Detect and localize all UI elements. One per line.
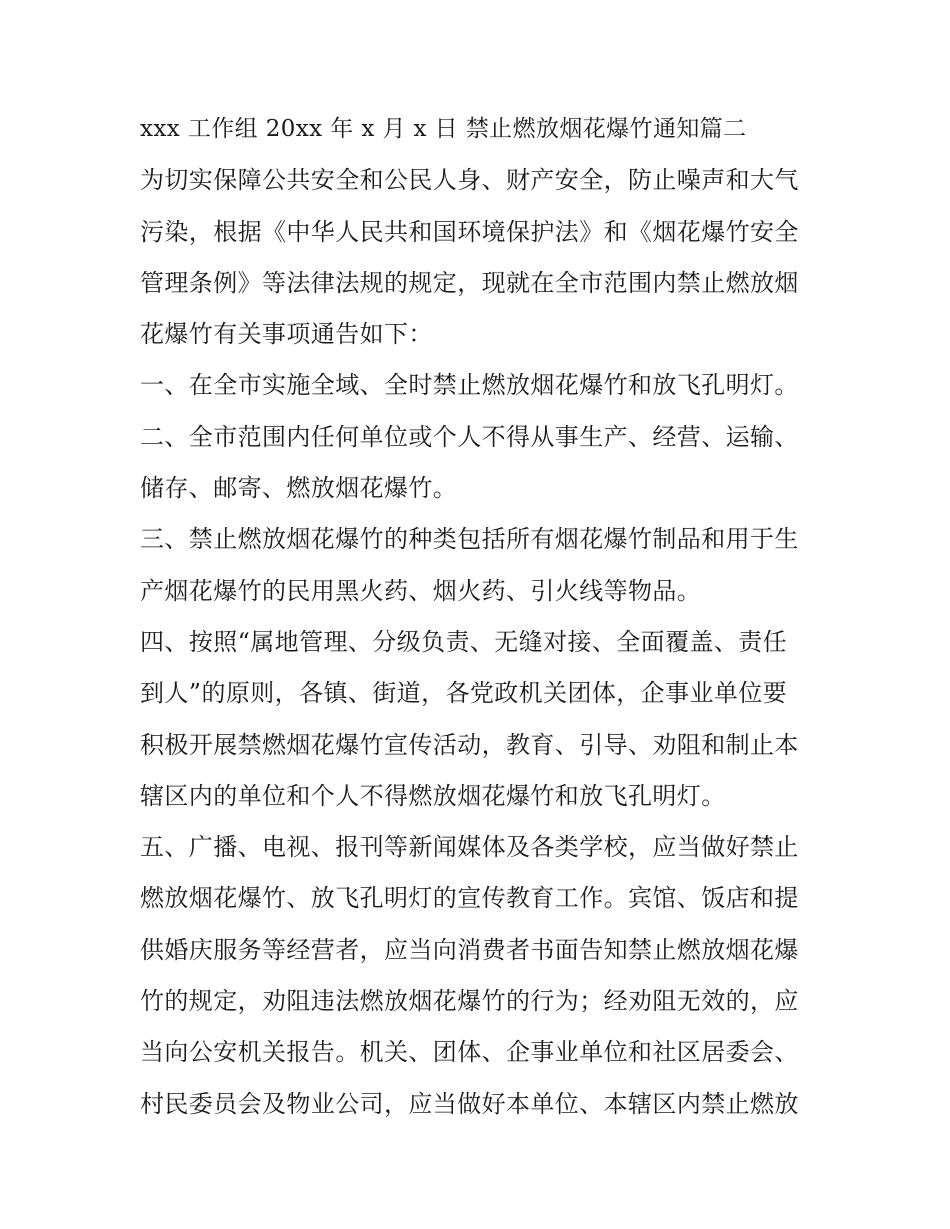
text-line: 辖区内的单位和个人不得燃放烟花爆竹和放飞孔明灯。: [140, 781, 726, 810]
text-line: 村民委员会及物业公司，应当做好本单位、本辖区内禁止燃放: [140, 1089, 799, 1118]
text-line: 供婚庆服务等经营者，应当向消费者书面告知禁止燃放烟花爆: [140, 935, 799, 964]
text-line: 燃放烟花爆竹、放飞孔明灯的宣传教育工作。宾馆、饭店和提: [140, 884, 799, 913]
text-line: 管理条例》等法律法规的规定，现就在全市范围内禁止燃放烟: [140, 268, 799, 297]
document-title: xxx 工作组 20xx 年 x 月 x 日 禁止燃放烟花爆竹通知篇二: [140, 116, 747, 142]
text-line: 当向公安机关报告。机关、团体、企事业单位和社区居委会、: [140, 1038, 799, 1067]
text-line: 二、全市范围内任何单位或个人不得从事生产、经营、运输、: [140, 422, 799, 451]
text-line: 为切实保障公共安全和公民人身、财产安全，防止噪声和大气: [140, 166, 799, 195]
text-line: 三、禁止燃放烟花爆竹的种类包括所有烟花爆竹制品和用于生: [140, 525, 799, 554]
text-line: 五、广播、电视、报刊等新闻媒体及各类学校，应当做好禁止: [140, 833, 799, 862]
text-line: 一、在全市实施全域、全时禁止燃放烟花爆竹和放飞孔明灯。: [140, 371, 799, 400]
text-line: 积极开展禁燃烟花爆竹宣传活动，教育、引导、劝阻和制止本: [140, 730, 799, 759]
text-line: 竹的规定，劝阻违法燃放烟花爆竹的行为；经劝阻无效的，应: [140, 987, 799, 1016]
text-line: 花爆竹有关事项通告如下：: [140, 320, 433, 349]
text-line: 到人”的原则，各镇、街道，各党政机关团体，企事业单位要: [140, 679, 788, 708]
document-body: [140, 104, 820, 1130]
text-line: 四、按照“属地管理、分级负责、无缝对接、全面覆盖、责任: [140, 627, 788, 656]
text-line: 产烟花爆竹的民用黑火药、烟火药、引火线等物品。: [140, 576, 702, 605]
text-line: 污染，根据《中华人民共和国环境保护法》和《烟花爆竹安全: [140, 217, 799, 246]
text-line: 储存、邮寄、燃放烟花爆竹。: [140, 474, 458, 503]
